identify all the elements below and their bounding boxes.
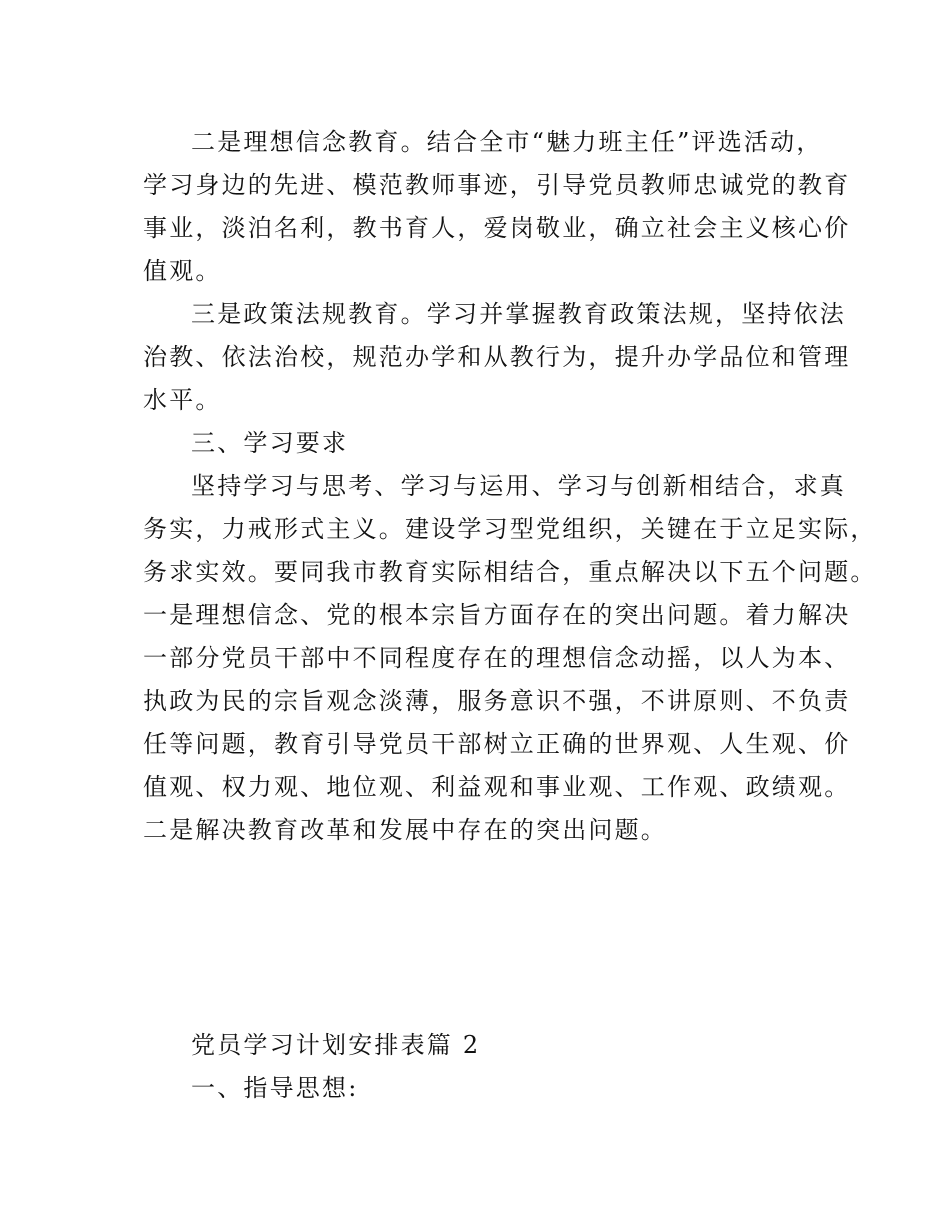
paragraph-line: 坚持学习与思考、学习与运用、学习与创新相结合，求真 [191,472,846,500]
document-title: 党员学习计划安排表篇 2 [191,1031,481,1059]
paragraph-line: 务求实效。要同我市教育实际相结合，重点解决以下五个问题。 [143,558,877,586]
paragraph-line: 执政为民的宗旨观念淡薄，服务意识不强，不讲原则、不负责 [143,687,851,715]
paragraph-line: 一是理想信念、党的根本宗旨方面存在的突出问题。着力解决 [143,601,851,629]
section-heading: 三、学习要求 [191,429,349,457]
paragraph-line: 三是政策法规教育。学习并掌握教育政策法规，坚持依法 [191,300,846,328]
paragraph-line: 值观。 [143,257,222,285]
paragraph-line: 水平。 [143,386,222,414]
section-heading: 一、指导思想: [191,1074,359,1102]
paragraph-line: 二是解决教育改革和发展中存在的突出问题。 [143,816,667,844]
paragraph-line: 值观、权力观、地位观、利益观和事业观、工作观、政绩观。 [143,773,851,801]
paragraph-line: 事业，淡泊名利，教书育人，爱岗敬业，确立社会主义核心价 [143,214,851,242]
paragraph-line: 务实，力戒形式主义。建设学习型党组织，关键在于立足实际， [143,515,877,543]
paragraph-line: 治教、依法治校，规范办学和从教行为，提升办学品位和管理 [143,343,851,371]
paragraph-line: 二是理想信念教育。结合全市“魅力班主任”评选活动， [191,128,823,156]
paragraph-line: 学习身边的先进、模范教师事迹，引导党员教师忠诚党的教育 [143,171,851,199]
paragraph-line: 任等问题，教育引导党员干部树立正确的世界观、人生观、价 [143,730,851,758]
paragraph-line: 一部分党员干部中不同程度存在的理想信念动摇，以人为本、 [143,644,851,672]
